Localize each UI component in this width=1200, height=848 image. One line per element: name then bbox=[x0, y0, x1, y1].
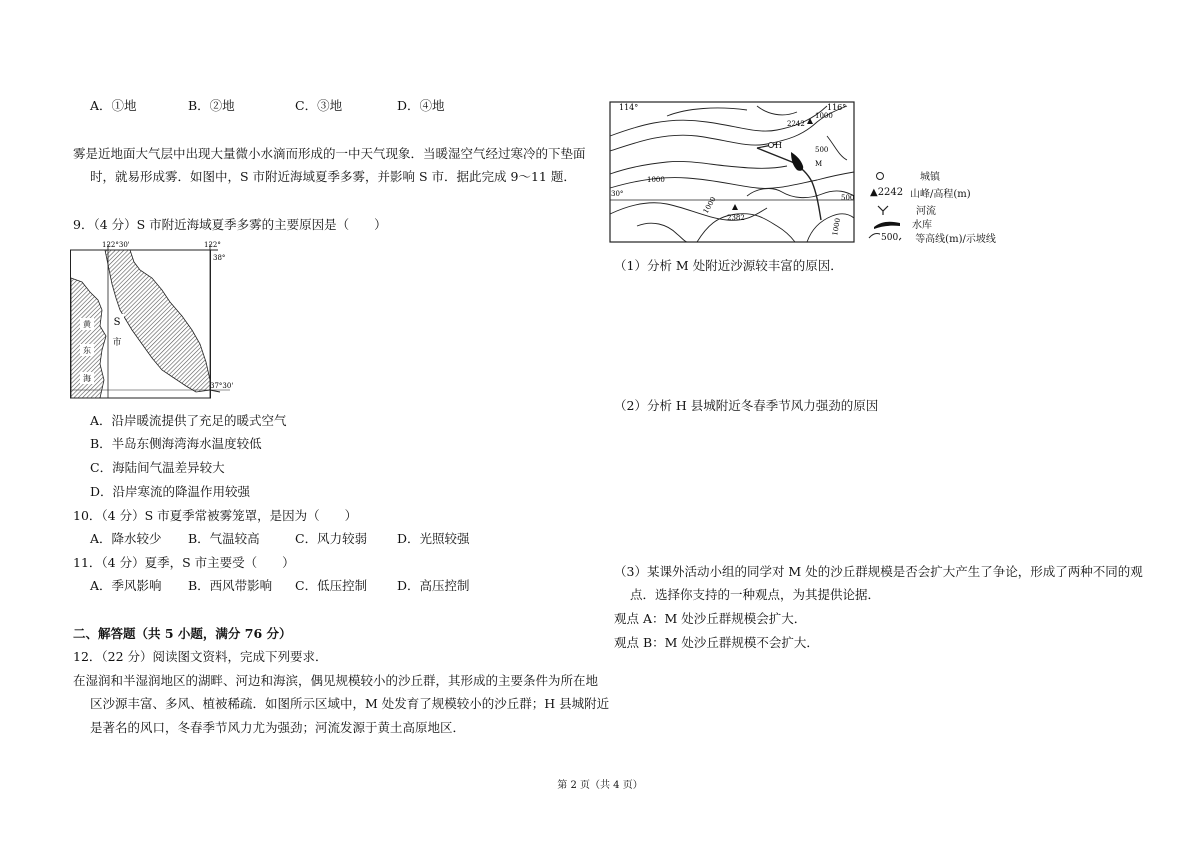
map2-lon-right: 116° bbox=[827, 103, 847, 112]
map1-city-char: 市 bbox=[112, 338, 122, 348]
q9-stem: 9．（4 分）S 市附近海域夏季多雾的主要原因是（ ） bbox=[73, 217, 387, 232]
intro-line-2: 时，就易形成雾．如图中，S 市附近海域夏季多雾，并影响 S 市．据此完成 9～11 题． bbox=[90, 169, 576, 184]
map2-contour-label-5: 1000 bbox=[831, 217, 843, 237]
map2-label-m: M bbox=[815, 160, 823, 168]
q10-stem: 10．（4 分）S 市夏季常被雾笼罩，是因为（ ） bbox=[73, 508, 358, 523]
map2-contour-label-1: 1000 bbox=[647, 176, 665, 184]
q9-option-b: B．半岛东侧海湾海水温度较低 bbox=[90, 436, 262, 451]
legend-peak-label: 山峰/高程(m) bbox=[910, 189, 971, 200]
town-icon bbox=[876, 172, 884, 180]
map2-contour-label-3: 1000 bbox=[815, 112, 833, 120]
map1-city-letter: S bbox=[113, 317, 121, 328]
page-footer: 第 2 页（共 4 页） bbox=[557, 780, 643, 791]
map2-contour-label-4: 500 bbox=[815, 146, 829, 154]
q12-line-1: 在湿润和半湿润地区的湖畔、河边和海滨，偶见规模较小的沙丘群，其形成的主要条件为所在地 bbox=[73, 673, 599, 688]
q9-option-d: D．沿岸寒流的降温作用较强 bbox=[90, 484, 251, 499]
q11-option-a: A．季风影响 bbox=[90, 578, 162, 593]
legend-contour bbox=[868, 230, 996, 245]
map1-lon-right: 122° bbox=[204, 241, 221, 249]
q8-option-d: D．④地 bbox=[397, 98, 445, 113]
q12-view-a: 观点 A：M 处沙丘群规模会扩大． bbox=[614, 611, 807, 626]
map-contour-svg bbox=[607, 96, 857, 244]
reservoir-icon bbox=[872, 219, 902, 229]
q11-option-c: C．低压控制 bbox=[295, 578, 368, 593]
q11-stem: 11．（4 分）夏季，S 市主要受（ ） bbox=[73, 555, 295, 570]
legend-reservoir-label: 水库 bbox=[912, 220, 932, 231]
map2-lon-left: 114° bbox=[619, 103, 639, 112]
map-s-city bbox=[70, 240, 235, 400]
legend-town-label: 城镇 bbox=[920, 172, 940, 183]
q12-sub-3-line-2: 点．选择你支持的一种观点，为其提供论据． bbox=[630, 587, 881, 602]
map1-lat-top: 38° bbox=[213, 254, 226, 262]
q12-view-b: 观点 B：M 处沙丘群规模不会扩大． bbox=[614, 635, 819, 650]
map2-contour-label-2: 1000 bbox=[701, 195, 718, 215]
q8-option-a: A．①地 bbox=[90, 98, 137, 113]
q10-option-d: D．光照较强 bbox=[397, 531, 470, 546]
q12-sub-3-line-1: （3）某课外活动小组的同学对 M 处的沙丘群规模是否会扩大产生了争论，形成了两种不同的观 bbox=[614, 564, 1143, 579]
q10-option-a: A．降水较少 bbox=[90, 531, 162, 546]
q10-option-c: C．风力较弱 bbox=[295, 531, 368, 546]
legend-contour-label: 等高线(m)/示坡线 bbox=[915, 234, 996, 245]
q12-line-2: 区沙源丰富、多风、植被稀疏．如图所示区域中，M 处发育了规模较小的沙丘群；H 县城附近 bbox=[90, 696, 610, 711]
map2-lat: 30° bbox=[611, 190, 624, 198]
map2-peak-1: 2242 bbox=[787, 120, 805, 128]
q12-sub-1: （1）分析 M 处附近沙源较丰富的原因． bbox=[614, 258, 843, 273]
map2-contour-label-6: 500 bbox=[841, 194, 855, 202]
legend-town bbox=[876, 168, 940, 183]
river-icon bbox=[876, 205, 890, 215]
q9-option-a: A．沿岸暖流提供了充足的暖式空气 bbox=[90, 413, 287, 428]
q11-option-b: B．西风带影响 bbox=[188, 578, 273, 593]
q9-option-c: C．海陆间气温差异较大 bbox=[90, 460, 225, 475]
map1-lat-bottom: 37°30' bbox=[210, 382, 234, 390]
q12-sub-2: （2）分析 H 县城附近冬春季节风力强劲的原因 bbox=[614, 398, 879, 413]
map-contour bbox=[607, 96, 857, 244]
q11-option-d: D．高压控制 bbox=[397, 578, 470, 593]
q12-stem: 12．（22 分）阅读图文资料，完成下列要求． bbox=[73, 649, 328, 664]
legend-river bbox=[876, 202, 936, 217]
q12-line-3: 是著名的风口，冬春季节风力尤为强劲；河流发源于黄土高原地区． bbox=[90, 720, 466, 735]
map1-sea-char-2: 东 bbox=[83, 346, 91, 355]
peak-icon-sample: ▲2242 bbox=[870, 187, 904, 198]
map-s-city-svg bbox=[70, 240, 235, 400]
q8-option-c: C．③地 bbox=[295, 98, 343, 113]
map1-sea-char-1: 黄 bbox=[83, 320, 91, 329]
legend-reservoir bbox=[872, 216, 932, 231]
map1-sea-char-3: 海 bbox=[83, 374, 91, 383]
q10-option-b: B．气温较高 bbox=[188, 531, 260, 546]
map2-peak-2: 2382 bbox=[727, 214, 745, 222]
map1-lon-left: 122°30' bbox=[102, 241, 130, 249]
legend-river-label: 河流 bbox=[916, 206, 936, 217]
intro-line-1: 雾是近地面大气层中出现大量微小水滴而形成的一中天气现象．当暖湿空气经过寒冷的下垫面 bbox=[73, 146, 586, 161]
map2-label-h: H bbox=[775, 141, 782, 150]
legend-contour-sample: 500 bbox=[881, 232, 899, 243]
q8-option-b: B．②地 bbox=[188, 98, 235, 113]
map-legend bbox=[866, 168, 1006, 246]
legend-peak bbox=[870, 185, 971, 200]
section-2-title: 二、解答题（共 5 小题，满分 76 分） bbox=[73, 626, 292, 641]
